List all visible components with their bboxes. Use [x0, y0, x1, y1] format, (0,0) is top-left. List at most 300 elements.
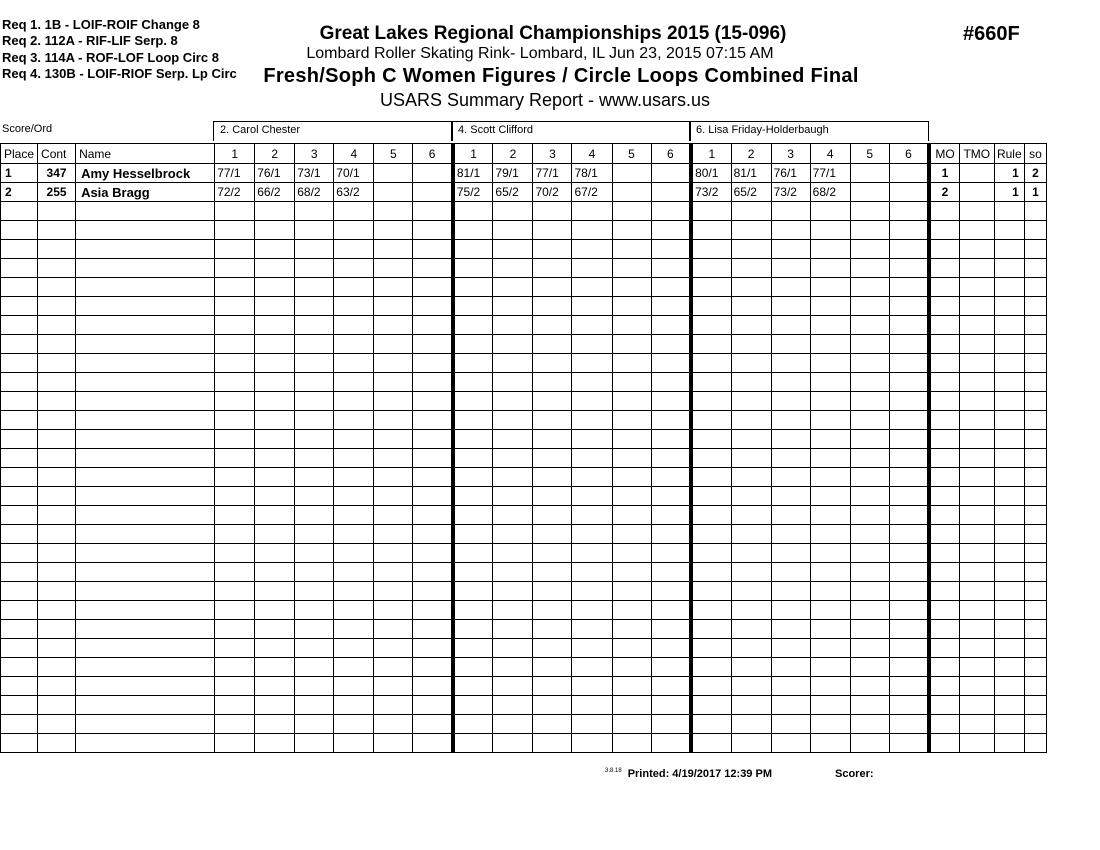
score-cell: [493, 601, 533, 620]
mo-cell: [929, 601, 959, 620]
col-cont-header: Cont: [38, 144, 76, 164]
score-cell: [572, 373, 612, 392]
score-cell: [771, 696, 810, 715]
table-row: [1, 240, 1047, 259]
score-cell: [453, 335, 493, 354]
printed-timestamp: Printed: 4/19/2017 12:39 PM: [627, 768, 772, 780]
score-cell: [572, 734, 612, 753]
score-cell: [731, 392, 771, 411]
score-cell: [453, 449, 493, 468]
score-cell: [612, 601, 651, 620]
name-cell: [76, 278, 215, 297]
score-cell: [651, 259, 691, 278]
score-cell: [453, 544, 493, 563]
rule-cell: [994, 658, 1024, 677]
score-cell: [731, 202, 771, 221]
so-cell: [1024, 354, 1046, 373]
score-cell: [850, 658, 889, 677]
table-row: [1, 221, 1047, 240]
judge-1-figure-4-header: 4: [334, 144, 374, 164]
score-cell: [731, 563, 771, 582]
so-cell: [1024, 696, 1046, 715]
score-cell: [255, 240, 295, 259]
so-cell: [1024, 582, 1046, 601]
mo-cell: [929, 487, 959, 506]
place-cell: [1, 373, 38, 392]
score-cell: [612, 544, 651, 563]
score-cell: [810, 278, 850, 297]
score-cell: [453, 734, 493, 753]
score-cell: [453, 658, 493, 677]
tmo-cell: [959, 411, 994, 430]
so-cell: [1024, 639, 1046, 658]
score-cell: [533, 658, 572, 677]
name-cell: [76, 240, 215, 259]
score-cell: [691, 544, 731, 563]
score-cell: [810, 373, 850, 392]
cont-cell: [38, 335, 76, 354]
cont-cell: [38, 677, 76, 696]
score-cell: [533, 221, 572, 240]
score-cell: [612, 525, 651, 544]
score-cell: [771, 430, 810, 449]
rule-cell: [994, 525, 1024, 544]
tmo-cell: [959, 202, 994, 221]
score-cell: [612, 354, 651, 373]
score-cell: [255, 449, 295, 468]
score-cell: [691, 487, 731, 506]
score-cell: [651, 278, 691, 297]
place-cell: [1, 392, 38, 411]
score-cell: [215, 677, 255, 696]
score-cell: [453, 278, 493, 297]
score-cell: [215, 620, 255, 639]
score-cell: [334, 620, 374, 639]
mo-cell: [929, 430, 959, 449]
score-cell: 68/2: [295, 183, 334, 202]
so-cell: [1024, 715, 1046, 734]
score-cell: [889, 278, 929, 297]
cont-cell: [38, 487, 76, 506]
score-cell: [572, 240, 612, 259]
mo-cell: [929, 468, 959, 487]
score-cell: [334, 411, 374, 430]
score-cell: [255, 563, 295, 582]
score-cell: [215, 449, 255, 468]
score-cell: [493, 506, 533, 525]
score-cell: [374, 696, 413, 715]
col-so-header: so: [1024, 144, 1046, 164]
so-cell: [1024, 240, 1046, 259]
name-cell: [76, 677, 215, 696]
score-cell: [255, 487, 295, 506]
requirement-3: Req 3. 114A - ROF-LOF Loop Circ 8: [2, 49, 219, 65]
mo-cell: [929, 259, 959, 278]
score-cell: [731, 354, 771, 373]
score-cell: [889, 392, 929, 411]
score-cell: [374, 183, 413, 202]
score-cell: [533, 202, 572, 221]
tmo-cell: [959, 278, 994, 297]
score-cell: [493, 677, 533, 696]
score-cell: [413, 164, 453, 183]
score-cell: [889, 259, 929, 278]
score-cell: [572, 487, 612, 506]
score-cell: [255, 430, 295, 449]
score-cell: [533, 411, 572, 430]
so-cell: [1024, 278, 1046, 297]
score-cell: [691, 354, 731, 373]
table-row: [1, 354, 1047, 373]
so-cell: [1024, 658, 1046, 677]
score-cell: [493, 430, 533, 449]
score-cell: [255, 259, 295, 278]
score-cell: [850, 525, 889, 544]
score-cell: [771, 468, 810, 487]
score-cell: [651, 582, 691, 601]
score-cell: [771, 316, 810, 335]
score-cell: [215, 525, 255, 544]
judge-2-figure-4-header: 4: [572, 144, 612, 164]
so-cell: 1: [1024, 183, 1046, 202]
score-cell: [771, 392, 810, 411]
score-cell: [413, 734, 453, 753]
software-version: 3.8.18: [605, 768, 622, 774]
score-cell: [612, 468, 651, 487]
score-cell: [651, 430, 691, 449]
rule-cell: [994, 354, 1024, 373]
score-cell: [334, 734, 374, 753]
score-cell: [413, 620, 453, 639]
score-cell: [334, 639, 374, 658]
score-cell: [810, 354, 850, 373]
score-cell: [810, 620, 850, 639]
score-cell: [850, 278, 889, 297]
score-cell: [215, 544, 255, 563]
judge-2-figure-3-header: 3: [533, 144, 572, 164]
tmo-cell: [959, 335, 994, 354]
score-cell: [889, 411, 929, 430]
score-cell: [651, 468, 691, 487]
score-cell: [493, 316, 533, 335]
mo-cell: 1: [929, 164, 959, 183]
score-cell: 65/2: [731, 183, 771, 202]
score-cell: [731, 601, 771, 620]
score-cell: [215, 658, 255, 677]
score-cell: [374, 658, 413, 677]
event-code: #660F: [963, 23, 1020, 45]
score-cell: 77/1: [533, 164, 572, 183]
score-cell: [215, 487, 255, 506]
name-cell: [76, 487, 215, 506]
score-cell: [889, 468, 929, 487]
cont-cell: [38, 468, 76, 487]
score-cell: [453, 582, 493, 601]
score-cell: [810, 240, 850, 259]
tmo-cell: [959, 601, 994, 620]
judge-2-figure-6-header: 6: [651, 144, 691, 164]
score-cell: [215, 506, 255, 525]
score-cell: [850, 297, 889, 316]
score-cell: [731, 544, 771, 563]
rule-cell: [994, 468, 1024, 487]
tmo-cell: [959, 468, 994, 487]
so-cell: [1024, 487, 1046, 506]
cont-cell: 255: [38, 183, 76, 202]
so-cell: [1024, 677, 1046, 696]
mo-cell: [929, 297, 959, 316]
score-cell: [295, 715, 334, 734]
so-cell: [1024, 335, 1046, 354]
score-cell: [255, 544, 295, 563]
place-cell: [1, 221, 38, 240]
score-cell: [413, 392, 453, 411]
score-cell: [334, 202, 374, 221]
cont-cell: [38, 449, 76, 468]
tmo-cell: [959, 430, 994, 449]
score-cell: 73/2: [691, 183, 731, 202]
score-cell: [889, 582, 929, 601]
score-cell: [374, 734, 413, 753]
table-row: [1, 506, 1047, 525]
so-cell: [1024, 373, 1046, 392]
score-cell: 70/2: [533, 183, 572, 202]
score-cell: [374, 449, 413, 468]
cont-cell: [38, 316, 76, 335]
mo-cell: [929, 411, 959, 430]
judge-header-1: 2. Carol Chester: [213, 121, 453, 141]
table-row: [1, 430, 1047, 449]
score-cell: [413, 563, 453, 582]
score-cell: [810, 449, 850, 468]
score-cell: [533, 297, 572, 316]
table-row: [1, 601, 1047, 620]
col-mo-header: MO: [929, 144, 959, 164]
tmo-cell: [959, 658, 994, 677]
score-cell: [255, 696, 295, 715]
score-cell: [731, 677, 771, 696]
rule-cell: [994, 202, 1024, 221]
score-cell: [850, 734, 889, 753]
score-cell: [295, 696, 334, 715]
score-cell: [612, 696, 651, 715]
score-cell: [334, 677, 374, 696]
score-cell: 76/1: [255, 164, 295, 183]
score-cell: [691, 582, 731, 601]
score-cell: [493, 354, 533, 373]
place-cell: [1, 696, 38, 715]
score-cell: [493, 278, 533, 297]
score-cell: [493, 221, 533, 240]
tmo-cell: [959, 449, 994, 468]
judge-1-figure-3-header: 3: [295, 144, 334, 164]
name-cell: [76, 392, 215, 411]
mo-cell: [929, 316, 959, 335]
name-cell: Amy Hesselbrock: [76, 164, 215, 183]
score-cell: [691, 639, 731, 658]
place-cell: [1, 544, 38, 563]
score-cell: [374, 563, 413, 582]
score-cell: [413, 468, 453, 487]
score-cell: 81/1: [731, 164, 771, 183]
score-cell: [255, 639, 295, 658]
score-cell: [453, 221, 493, 240]
score-cell: [691, 297, 731, 316]
score-cell: [334, 430, 374, 449]
mo-cell: [929, 715, 959, 734]
place-cell: [1, 582, 38, 601]
score-cell: [889, 696, 929, 715]
so-cell: [1024, 449, 1046, 468]
score-cell: [572, 506, 612, 525]
place-cell: [1, 316, 38, 335]
name-cell: [76, 715, 215, 734]
score-cell: [651, 696, 691, 715]
score-cell: [334, 278, 374, 297]
score-cell: [533, 259, 572, 278]
score-cell: [850, 354, 889, 373]
score-cell: [334, 696, 374, 715]
score-cell: [771, 202, 810, 221]
place-cell: 2: [1, 183, 38, 202]
score-cell: [493, 639, 533, 658]
rule-cell: 1: [994, 164, 1024, 183]
name-cell: [76, 658, 215, 677]
score-cell: [493, 468, 533, 487]
score-cell: [453, 259, 493, 278]
score-cell: [850, 183, 889, 202]
score-cell: [810, 468, 850, 487]
score-cell: [850, 639, 889, 658]
mo-cell: [929, 449, 959, 468]
score-cell: [374, 259, 413, 278]
score-cell: [889, 563, 929, 582]
table-row: [1, 392, 1047, 411]
score-cell: [612, 335, 651, 354]
score-cell: [572, 221, 612, 240]
name-cell: [76, 411, 215, 430]
score-cell: [295, 525, 334, 544]
score-cell: [889, 620, 929, 639]
score-cell: [295, 468, 334, 487]
score-cell: [731, 335, 771, 354]
score-cell: [413, 221, 453, 240]
cont-cell: [38, 734, 76, 753]
mo-cell: [929, 563, 959, 582]
score-cell: [413, 639, 453, 658]
score-cell: [453, 297, 493, 316]
score-cell: [691, 658, 731, 677]
mo-cell: [929, 278, 959, 297]
score-cell: [413, 259, 453, 278]
score-cell: [572, 202, 612, 221]
so-cell: [1024, 430, 1046, 449]
tmo-cell: [959, 392, 994, 411]
rule-cell: [994, 278, 1024, 297]
score-cell: [295, 259, 334, 278]
score-cell: [889, 506, 929, 525]
score-cell: [295, 563, 334, 582]
mo-cell: [929, 506, 959, 525]
score-cell: [533, 240, 572, 259]
rule-cell: 1: [994, 183, 1024, 202]
score-cell: [889, 164, 929, 183]
score-cell: [374, 544, 413, 563]
score-cell: [810, 544, 850, 563]
score-cell: [533, 354, 572, 373]
mo-cell: [929, 544, 959, 563]
score-cell: [850, 259, 889, 278]
tmo-cell: [959, 696, 994, 715]
name-cell: [76, 468, 215, 487]
tmo-cell: [959, 639, 994, 658]
judge-3-figure-3-header: 3: [771, 144, 810, 164]
score-cell: [215, 316, 255, 335]
score-cell: [533, 696, 572, 715]
score-cell: [295, 506, 334, 525]
requirement-1: Req 1. 1B - LOIF-ROIF Change 8: [2, 17, 200, 32]
score-cell: [771, 563, 810, 582]
judge-1-figure-2-header: 2: [255, 144, 295, 164]
judge-2-figure-1-header: 1: [453, 144, 493, 164]
score-cell: [295, 487, 334, 506]
score-cell: [295, 430, 334, 449]
place-cell: [1, 715, 38, 734]
score-cell: [493, 373, 533, 392]
score-cell: [651, 487, 691, 506]
score-cell: [612, 202, 651, 221]
requirement-2: Req 2. 112A - RIF-LIF Serp. 8: [2, 33, 178, 49]
score-cell: [889, 354, 929, 373]
score-cell: [850, 449, 889, 468]
score-cell: [413, 696, 453, 715]
score-cell: [374, 677, 413, 696]
score-cell: [255, 468, 295, 487]
tmo-cell: [959, 316, 994, 335]
score-cell: [295, 620, 334, 639]
score-cell: [255, 658, 295, 677]
score-cell: [731, 449, 771, 468]
cont-cell: [38, 639, 76, 658]
score-cell: [691, 335, 731, 354]
score-cell: [493, 297, 533, 316]
rule-cell: [994, 430, 1024, 449]
score-cell: [215, 278, 255, 297]
score-cell: [651, 240, 691, 259]
score-cell: [533, 392, 572, 411]
rule-cell: [994, 677, 1024, 696]
score-cell: [651, 316, 691, 335]
so-cell: [1024, 392, 1046, 411]
score-cell: [255, 601, 295, 620]
table-row: [1, 734, 1047, 753]
score-cell: [771, 658, 810, 677]
score-cell: [453, 468, 493, 487]
score-cell: [453, 639, 493, 658]
score-cell: 75/2: [453, 183, 493, 202]
score-cell: [572, 639, 612, 658]
name-cell: [76, 506, 215, 525]
score-cell: [572, 411, 612, 430]
score-cell: [889, 487, 929, 506]
score-cell: [374, 297, 413, 316]
place-cell: [1, 449, 38, 468]
rule-cell: [994, 373, 1024, 392]
score-cell: [572, 354, 612, 373]
score-cell: [651, 544, 691, 563]
score-cell: [255, 506, 295, 525]
score-cell: [374, 373, 413, 392]
